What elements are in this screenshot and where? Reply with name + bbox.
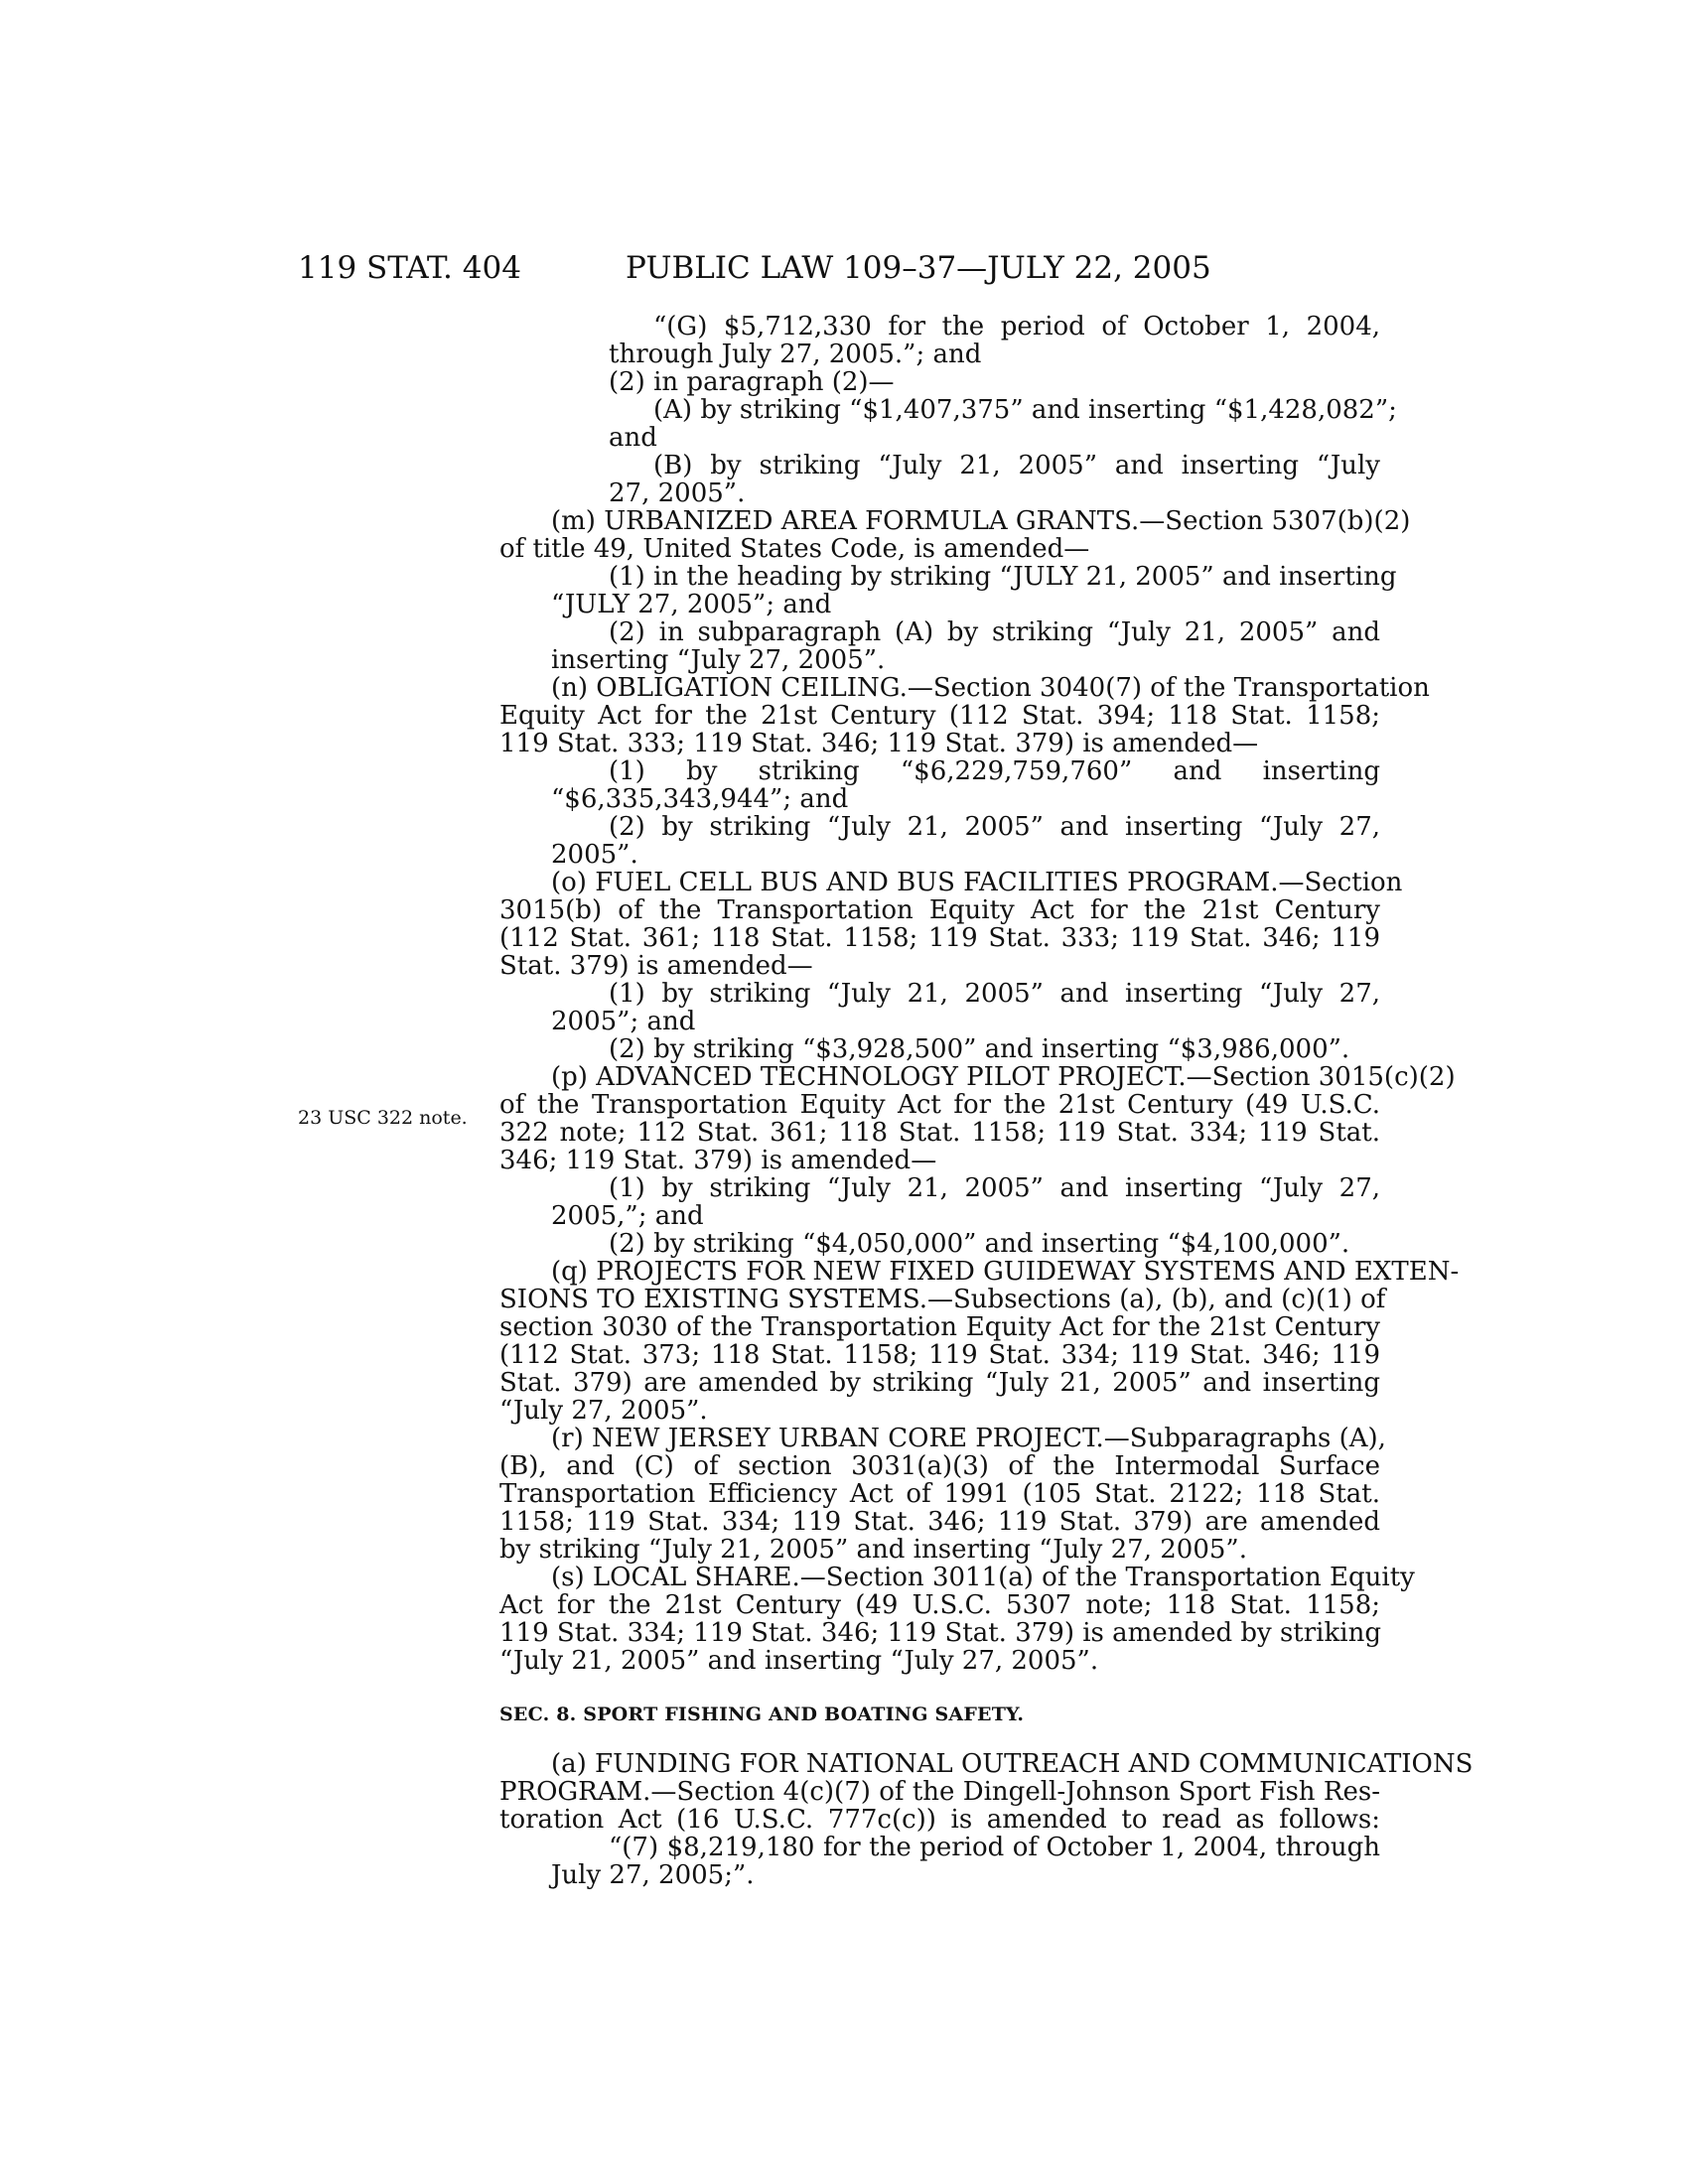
text-line: (112 Stat. 373; 118 Stat. 1158; 119 Stat. 334; 119 Stat. 346; 119 [499, 1340, 1380, 1370]
text-line: through July 27, 2005.”; and [609, 340, 982, 369]
text-line: Transportation Efficiency Act of 1991 (105 Stat. 2122; 118 Stat. [499, 1479, 1380, 1509]
text-line: Stat. 379) are amended by striking “July 21, 2005” and inserting [499, 1368, 1380, 1398]
text-line: inserting “July 27, 2005”. [551, 645, 886, 675]
text-line: of the Transportation Equity Act for the 21st Century (49 U.S.C. [499, 1090, 1380, 1120]
text-line: (112 Stat. 361; 118 Stat. 1158; 119 Stat. 333; 119 Stat. 346; 119 [499, 923, 1380, 953]
text-line: (1) in the heading by striking “JULY 21, 2005” and inserting [609, 562, 1397, 592]
text-line: (p) ADVANCED TECHNOLOGY PILOT PROJECT.—Section 3015(c)(2) [551, 1062, 1456, 1092]
text-line: (q) PROJECTS FOR NEW FIXED GUIDEWAY SYSTEMS AND EXTEN- [551, 1257, 1460, 1287]
text-line: (B) by striking “July 21, 2005” and inserting “July [653, 451, 1380, 480]
text-line: “July 21, 2005” and inserting “July 27, 2005”. [499, 1646, 1099, 1676]
text-line: (n) OBLIGATION CEILING.—Section 3040(7) of the Transportation [551, 673, 1430, 703]
text-line: 1158; 119 Stat. 334; 119 Stat. 346; 119 Stat. 379) are amended [499, 1507, 1380, 1537]
text-line: “(G) $5,712,330 for the period of October 1, 2004, [653, 312, 1380, 341]
text-line: 119 Stat. 334; 119 Stat. 346; 119 Stat. 379) is amended by striking [499, 1618, 1381, 1648]
text-line: 322 note; 112 Stat. 361; 118 Stat. 1158; 119 Stat. 334; 119 Stat. [499, 1118, 1380, 1148]
text-line: (1) by striking “July 21, 2005” and inserting “July 27, [609, 979, 1380, 1009]
text-line: (A) by striking “$1,407,375” and inserting “$1,428,082”; [653, 395, 1397, 425]
text-line: of title 49, United States Code, is amended— [499, 534, 1090, 564]
text-line: (r) NEW JERSEY URBAN CORE PROJECT.—Subparagraphs (A), [551, 1424, 1386, 1453]
text-line: (m) URBANIZED AREA FORMULA GRANTS.—Section 5307(b)(2) [551, 506, 1411, 536]
section-text [499, 1749, 1474, 1890]
text-line: (2) in subparagraph (A) by striking “July 21, 2005” and [609, 617, 1380, 647]
margin-note: 23 USC 322 note. [298, 1107, 468, 1129]
text-line: (B), and (C) of section 3031(a)(3) of the Intermodal Surface [499, 1451, 1380, 1481]
text-line: Equity Act for the 21st Century (112 Stat. 394; 118 Stat. 1158; [499, 701, 1380, 731]
text-line: (2) in paragraph (2)— [609, 367, 895, 397]
text-line: (2) by striking “$3,928,500” and inserting “$3,986,000”. [609, 1034, 1350, 1064]
body-text [499, 312, 1474, 1890]
page-number: 119 STAT. 404 [298, 250, 521, 286]
text-line: 119 Stat. 333; 119 Stat. 346; 119 Stat. 379) is amended— [499, 729, 1259, 758]
running-head: PUBLIC LAW 109–37—JULY 22, 2005 [626, 250, 1211, 286]
text-line: (2) by striking “July 21, 2005” and inserting “July 27, [609, 812, 1380, 842]
text-line: PROGRAM.—Section 4(c)(7) of the Dingell-Johnson Sport Fish Res- [499, 1777, 1380, 1807]
amendment-text [499, 312, 1460, 1676]
text-line: “$6,335,343,944”; and [551, 784, 849, 814]
text-line: (s) LOCAL SHARE.—Section 3011(a) of the Transportation Equity [551, 1563, 1415, 1592]
text-line: Stat. 379) is amended— [499, 951, 813, 981]
text-line: (o) FUEL CELL BUS AND BUS FACILITIES PROGRAM.—Section [551, 868, 1403, 897]
text-line: section 3030 of the Transportation Equity Act for the 21st Century [499, 1312, 1380, 1342]
text-line: 346; 119 Stat. 379) is amended— [499, 1146, 937, 1175]
text-line: 2005,”; and [551, 1201, 704, 1231]
section-heading: SEC. 8. SPORT FISHING AND BOATING SAFETY. [499, 1704, 1025, 1725]
text-line: (2) by striking “$4,050,000” and inserting “$4,100,000”. [609, 1229, 1350, 1259]
text-line: SIONS TO EXISTING SYSTEMS.—Subsections (a), (b), and (c)(1) of [499, 1285, 1386, 1314]
text-line: 27, 2005”. [609, 478, 746, 508]
text-line: 3015(b) of the Transportation Equity Act for the 21st Century [499, 895, 1380, 925]
text-line: “July 27, 2005”. [499, 1396, 708, 1426]
text-line: (a) FUNDING FOR NATIONAL OUTREACH AND COMMUNICATIONS [551, 1749, 1474, 1779]
text-line: July 27, 2005;”. [551, 1860, 755, 1890]
text-line: 2005”. [551, 840, 638, 870]
text-line: toration Act (16 U.S.C. 777c(c)) is amended to read as follows: [499, 1805, 1380, 1835]
text-line: (1) by striking “$6,229,759,760” and inserting [609, 756, 1380, 786]
text-line: “JULY 27, 2005”; and [551, 590, 832, 619]
text-line: by striking “July 21, 2005” and inserting “July 27, 2005”. [499, 1535, 1247, 1565]
spacer [499, 1675, 1380, 1701]
text-line: 2005”; and [551, 1007, 696, 1036]
spacer [499, 1728, 1380, 1750]
text-line: “(7) $8,219,180 for the period of October 1, 2004, through [609, 1833, 1380, 1862]
text-line: (1) by striking “July 21, 2005” and inserting “July 27, [609, 1173, 1380, 1203]
text-line: Act for the 21st Century (49 U.S.C. 5307 note; 118 Stat. 1158; [499, 1590, 1380, 1620]
text-line: and [609, 423, 657, 453]
